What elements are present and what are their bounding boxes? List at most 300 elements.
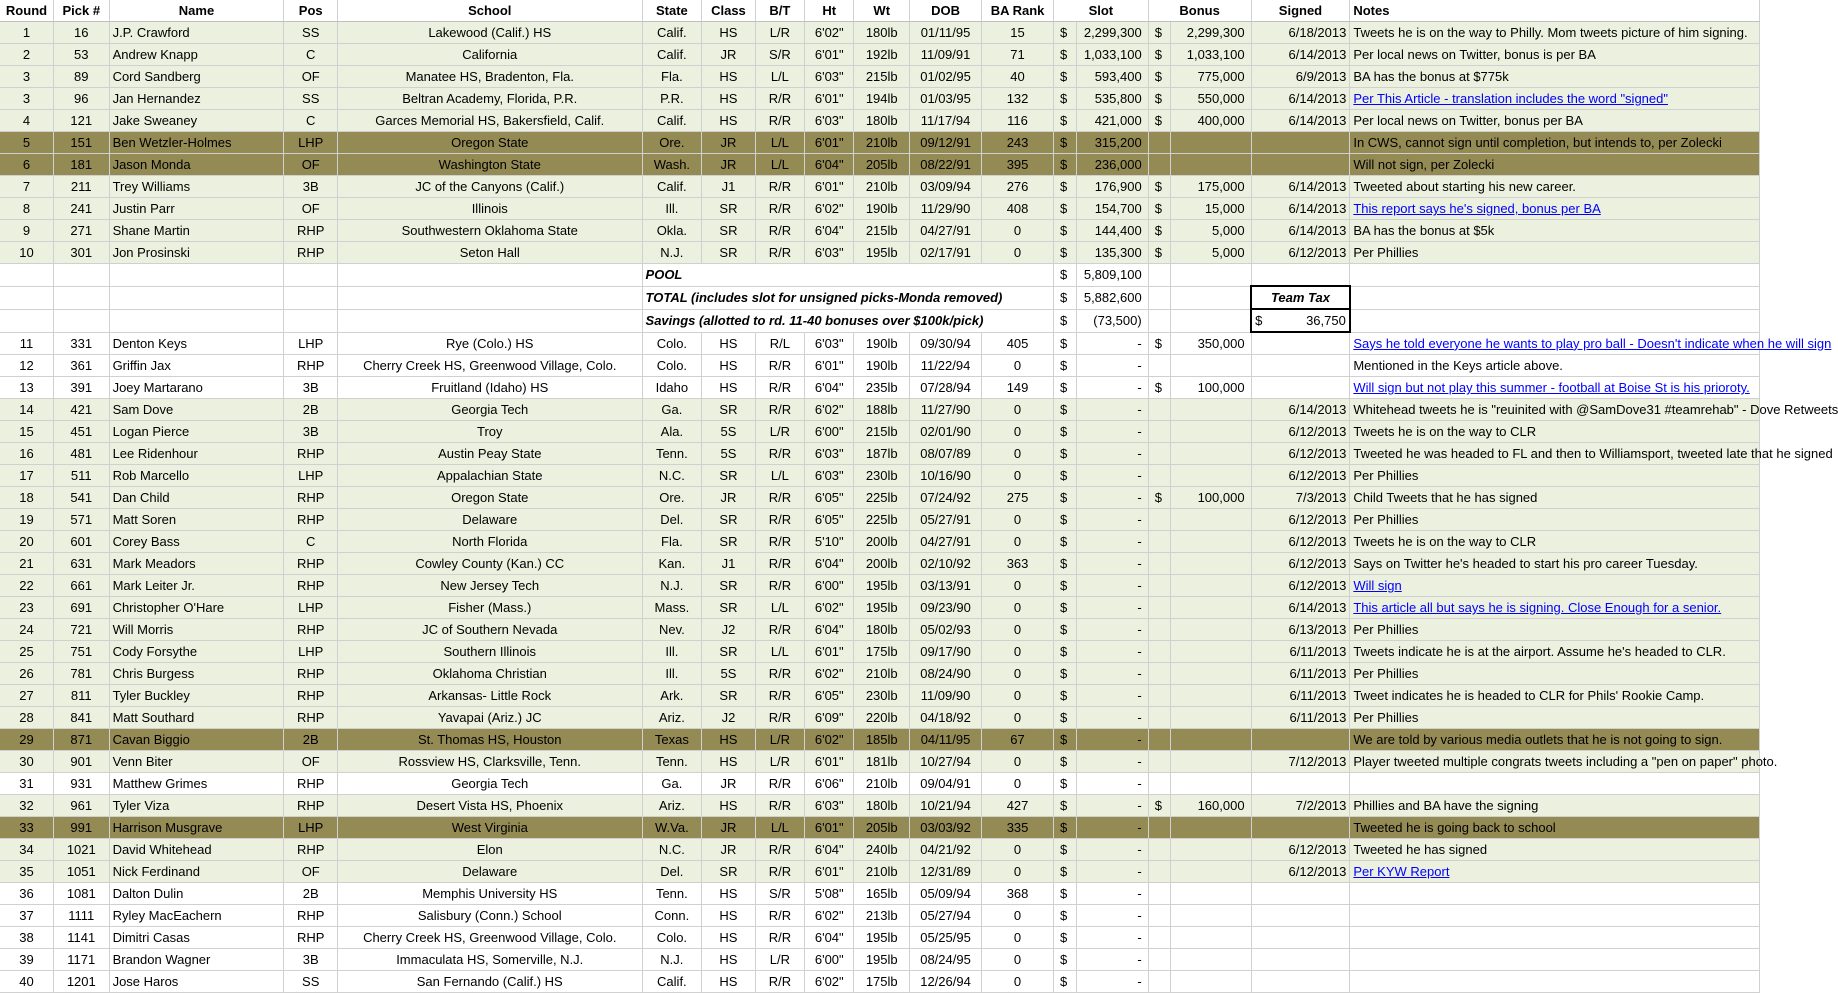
round-cell[interactable]: 34 <box>0 839 54 861</box>
bonus-cell[interactable] <box>1171 154 1251 176</box>
bt-cell[interactable]: L/R <box>755 729 804 751</box>
notes-cell[interactable]: Tweeted he has signed <box>1350 839 1760 861</box>
name-cell[interactable]: Ryley MacEachern <box>109 905 284 927</box>
weight-cell[interactable]: 180lb <box>854 110 910 132</box>
dob-cell[interactable]: 11/09/90 <box>910 685 982 707</box>
ba-rank-cell[interactable]: 0 <box>982 355 1054 377</box>
class-cell[interactable]: SR <box>702 509 756 531</box>
weight-cell[interactable]: 205lb <box>854 154 910 176</box>
height-cell[interactable]: 6'03" <box>805 465 854 487</box>
pos-cell[interactable]: LHP <box>284 332 338 355</box>
notes-cell[interactable] <box>1350 971 1760 993</box>
bt-cell[interactable]: R/R <box>755 377 804 399</box>
signed-cell[interactable] <box>1251 773 1350 795</box>
bonus-cell[interactable]: 175,000 <box>1171 176 1251 198</box>
notes-cell[interactable]: BA has the bonus at $775k <box>1350 66 1760 88</box>
slot-cell[interactable]: - <box>1076 575 1148 597</box>
signed-cell[interactable]: 6/11/2013 <box>1251 641 1350 663</box>
notes-cell[interactable]: Per Phillies <box>1350 707 1760 729</box>
ba-rank-cell[interactable]: 0 <box>982 443 1054 465</box>
bonus-cell[interactable] <box>1171 883 1251 905</box>
state-cell[interactable]: Ga. <box>642 399 702 421</box>
name-cell[interactable]: David Whitehead <box>109 839 284 861</box>
round-cell[interactable]: 6 <box>0 154 54 176</box>
signed-cell[interactable]: 6/14/2013 <box>1251 399 1350 421</box>
notes-link[interactable]: Will sign but not play this summer - football at Boise St is his prioroty. <box>1350 377 1760 399</box>
name-cell[interactable]: J.P. Crawford <box>109 22 284 44</box>
signed-cell[interactable]: 6/12/2013 <box>1251 531 1350 553</box>
name-cell[interactable]: Ben Wetzler-Holmes <box>109 132 284 154</box>
total-value[interactable]: 5,882,600 <box>1076 286 1148 309</box>
state-cell[interactable]: Mass. <box>642 597 702 619</box>
slot-cell[interactable]: - <box>1076 399 1148 421</box>
dob-cell[interactable]: 08/07/89 <box>910 443 982 465</box>
height-cell[interactable]: 6'03" <box>805 110 854 132</box>
notes-cell[interactable]: Tweets he is on the way to Philly. Mom tweets picture of him signing. <box>1350 22 1760 44</box>
pos-cell[interactable]: C <box>284 44 338 66</box>
school-cell[interactable]: West Virginia <box>337 817 642 839</box>
state-cell[interactable]: Tenn. <box>642 883 702 905</box>
bt-cell[interactable]: R/R <box>755 220 804 242</box>
notes-cell[interactable]: BA has the bonus at $5k <box>1350 220 1760 242</box>
height-cell[interactable]: 6'01" <box>805 132 854 154</box>
height-cell[interactable]: 6'04" <box>805 154 854 176</box>
slot-cell[interactable]: - <box>1076 971 1148 993</box>
weight-cell[interactable]: 195lb <box>854 597 910 619</box>
height-cell[interactable]: 6'05" <box>805 509 854 531</box>
round-cell[interactable]: 16 <box>0 443 54 465</box>
round-cell[interactable]: 10 <box>0 242 54 264</box>
slot-cell[interactable]: - <box>1076 619 1148 641</box>
pick-cell[interactable]: 961 <box>54 795 110 817</box>
height-cell[interactable]: 6'03" <box>805 332 854 355</box>
ba-rank-cell[interactable]: 0 <box>982 685 1054 707</box>
pos-cell[interactable]: C <box>284 531 338 553</box>
pos-cell[interactable]: 3B <box>284 421 338 443</box>
name-cell[interactable]: Logan Pierce <box>109 421 284 443</box>
pos-cell[interactable]: LHP <box>284 132 338 154</box>
school-cell[interactable]: North Florida <box>337 531 642 553</box>
signed-cell[interactable]: 6/12/2013 <box>1251 575 1350 597</box>
dob-cell[interactable]: 12/31/89 <box>910 861 982 883</box>
state-cell[interactable]: N.C. <box>642 839 702 861</box>
slot-cell[interactable]: - <box>1076 883 1148 905</box>
weight-cell[interactable]: 187lb <box>854 443 910 465</box>
bt-cell[interactable]: R/R <box>755 839 804 861</box>
round-cell[interactable]: 29 <box>0 729 54 751</box>
bt-cell[interactable]: L/L <box>755 465 804 487</box>
bt-cell[interactable]: R/R <box>755 242 804 264</box>
team-tax-value-cell[interactable] <box>1251 309 1350 332</box>
class-cell[interactable]: J1 <box>702 176 756 198</box>
pick-cell[interactable]: 571 <box>54 509 110 531</box>
pos-cell[interactable]: RHP <box>284 685 338 707</box>
state-cell[interactable]: Colo. <box>642 355 702 377</box>
col-header-notes[interactable]: Notes <box>1350 0 1760 22</box>
weight-cell[interactable]: 210lb <box>854 773 910 795</box>
signed-cell[interactable] <box>1251 132 1350 154</box>
slot-cell[interactable]: - <box>1076 377 1148 399</box>
weight-cell[interactable]: 195lb <box>854 949 910 971</box>
state-cell[interactable]: Calif. <box>642 44 702 66</box>
name-cell[interactable]: Justin Parr <box>109 198 284 220</box>
pick-cell[interactable]: 301 <box>54 242 110 264</box>
pick-cell[interactable]: 181 <box>54 154 110 176</box>
savings-value[interactable]: (73,500) <box>1076 309 1148 332</box>
dob-cell[interactable]: 12/26/94 <box>910 971 982 993</box>
signed-cell[interactable]: 6/11/2013 <box>1251 685 1350 707</box>
height-cell[interactable]: 6'04" <box>805 927 854 949</box>
bonus-cell[interactable] <box>1171 132 1251 154</box>
signed-cell[interactable]: 6/12/2013 <box>1251 443 1350 465</box>
bonus-cell[interactable]: 100,000 <box>1171 377 1251 399</box>
school-cell[interactable]: Georgia Tech <box>337 773 642 795</box>
bonus-cell[interactable] <box>1171 641 1251 663</box>
class-cell[interactable]: SR <box>702 861 756 883</box>
dob-cell[interactable]: 03/09/94 <box>910 176 982 198</box>
round-cell[interactable]: 14 <box>0 399 54 421</box>
pos-cell[interactable]: LHP <box>284 597 338 619</box>
pos-cell[interactable]: LHP <box>284 641 338 663</box>
pos-cell[interactable]: SS <box>284 971 338 993</box>
slot-cell[interactable]: - <box>1076 465 1148 487</box>
ba-rank-cell[interactable]: 0 <box>982 839 1054 861</box>
cell[interactable] <box>1350 286 1760 309</box>
school-cell[interactable]: Cowley County (Kan.) CC <box>337 553 642 575</box>
weight-cell[interactable]: 230lb <box>854 465 910 487</box>
round-cell[interactable]: 40 <box>0 971 54 993</box>
ba-rank-cell[interactable]: 276 <box>982 176 1054 198</box>
bt-cell[interactable]: S/R <box>755 44 804 66</box>
dob-cell[interactable]: 09/17/90 <box>910 641 982 663</box>
school-cell[interactable]: Manatee HS, Bradenton, Fla. <box>337 66 642 88</box>
slot-cell[interactable]: - <box>1076 553 1148 575</box>
slot-cell[interactable]: - <box>1076 773 1148 795</box>
signed-cell[interactable] <box>1251 154 1350 176</box>
dob-cell[interactable]: 01/02/95 <box>910 66 982 88</box>
name-cell[interactable]: Dalton Dulin <box>109 883 284 905</box>
bt-cell[interactable]: R/R <box>755 927 804 949</box>
school-cell[interactable]: Oregon State <box>337 132 642 154</box>
bonus-cell[interactable] <box>1171 597 1251 619</box>
name-cell[interactable]: Jose Haros <box>109 971 284 993</box>
cell[interactable] <box>1251 264 1350 287</box>
class-cell[interactable]: HS <box>702 905 756 927</box>
weight-cell[interactable]: 215lb <box>854 421 910 443</box>
weight-cell[interactable]: 215lb <box>854 220 910 242</box>
bt-cell[interactable]: R/R <box>755 663 804 685</box>
pos-cell[interactable]: SS <box>284 22 338 44</box>
pick-cell[interactable]: 511 <box>54 465 110 487</box>
bonus-cell[interactable] <box>1171 619 1251 641</box>
notes-cell[interactable]: Tweeted he is going back to school <box>1350 817 1760 839</box>
state-cell[interactable]: Fla. <box>642 66 702 88</box>
pick-cell[interactable]: 1021 <box>54 839 110 861</box>
weight-cell[interactable]: 200lb <box>854 531 910 553</box>
school-cell[interactable]: Beltran Academy, Florida, P.R. <box>337 88 642 110</box>
round-cell[interactable]: 30 <box>0 751 54 773</box>
height-cell[interactable]: 6'00" <box>805 421 854 443</box>
col-header-bonus[interactable]: Bonus <box>1148 0 1251 22</box>
pos-cell[interactable]: RHP <box>284 773 338 795</box>
school-cell[interactable]: Fruitland (Idaho) HS <box>337 377 642 399</box>
col-header-slot[interactable]: Slot <box>1054 0 1149 22</box>
bt-cell[interactable]: R/R <box>755 355 804 377</box>
signed-cell[interactable]: 6/12/2013 <box>1251 553 1350 575</box>
weight-cell[interactable]: 180lb <box>854 619 910 641</box>
signed-cell[interactable] <box>1251 817 1350 839</box>
slot-cell[interactable]: 535,800 <box>1076 88 1148 110</box>
class-cell[interactable]: JR <box>702 817 756 839</box>
cell[interactable] <box>1350 309 1760 332</box>
ba-rank-cell[interactable]: 243 <box>982 132 1054 154</box>
pos-cell[interactable]: 3B <box>284 176 338 198</box>
weight-cell[interactable]: 180lb <box>854 795 910 817</box>
height-cell[interactable]: 6'03" <box>805 66 854 88</box>
weight-cell[interactable]: 175lb <box>854 641 910 663</box>
height-cell[interactable]: 6'01" <box>805 355 854 377</box>
slot-cell[interactable]: 1,033,100 <box>1076 44 1148 66</box>
round-cell[interactable]: 4 <box>0 110 54 132</box>
weight-cell[interactable]: 181lb <box>854 751 910 773</box>
signed-cell[interactable]: 6/12/2013 <box>1251 421 1350 443</box>
height-cell[interactable]: 6'01" <box>805 751 854 773</box>
bt-cell[interactable]: R/R <box>755 795 804 817</box>
state-cell[interactable]: Calif. <box>642 22 702 44</box>
notes-cell[interactable]: Per Phillies <box>1350 663 1760 685</box>
dob-cell[interactable]: 09/23/90 <box>910 597 982 619</box>
slot-cell[interactable]: - <box>1076 443 1148 465</box>
weight-cell[interactable]: 210lb <box>854 132 910 154</box>
weight-cell[interactable]: 210lb <box>854 861 910 883</box>
round-cell[interactable]: 9 <box>0 220 54 242</box>
school-cell[interactable]: Delaware <box>337 509 642 531</box>
class-cell[interactable]: J1 <box>702 553 756 575</box>
bonus-cell[interactable] <box>1171 421 1251 443</box>
bt-cell[interactable]: R/R <box>755 88 804 110</box>
name-cell[interactable]: Matthew Grimes <box>109 773 284 795</box>
weight-cell[interactable]: 195lb <box>854 242 910 264</box>
state-cell[interactable]: Colo. <box>642 332 702 355</box>
name-cell[interactable]: Trey Williams <box>109 176 284 198</box>
slot-cell[interactable]: - <box>1076 597 1148 619</box>
height-cell[interactable]: 6'02" <box>805 905 854 927</box>
col-header-ba-rank[interactable]: BA Rank <box>982 0 1054 22</box>
savings-label[interactable]: Savings (allotted to rd. 11-40 bonuses over $100k/pick) <box>642 309 1054 332</box>
ba-rank-cell[interactable]: 0 <box>982 641 1054 663</box>
dob-cell[interactable]: 11/09/91 <box>910 44 982 66</box>
pos-cell[interactable]: RHP <box>284 905 338 927</box>
slot-cell[interactable]: 154,700 <box>1076 198 1148 220</box>
bt-cell[interactable]: S/R <box>755 883 804 905</box>
pos-cell[interactable]: C <box>284 110 338 132</box>
dob-cell[interactable]: 11/22/94 <box>910 355 982 377</box>
round-cell[interactable]: 21 <box>0 553 54 575</box>
class-cell[interactable]: HS <box>702 332 756 355</box>
slot-cell[interactable]: 421,000 <box>1076 110 1148 132</box>
dob-cell[interactable]: 08/22/91 <box>910 154 982 176</box>
round-cell[interactable]: 3 <box>0 66 54 88</box>
school-cell[interactable]: Appalachian State <box>337 465 642 487</box>
round-cell[interactable]: 27 <box>0 685 54 707</box>
state-cell[interactable]: Idaho <box>642 377 702 399</box>
pos-cell[interactable]: RHP <box>284 443 338 465</box>
dob-cell[interactable]: 05/09/94 <box>910 883 982 905</box>
dob-cell[interactable]: 02/17/91 <box>910 242 982 264</box>
slot-cell[interactable]: - <box>1076 663 1148 685</box>
notes-cell[interactable]: Per local news on Twitter, bonus is per BA <box>1350 44 1760 66</box>
height-cell[interactable]: 6'02" <box>805 971 854 993</box>
class-cell[interactable]: SR <box>702 531 756 553</box>
class-cell[interactable]: JR <box>702 839 756 861</box>
pos-cell[interactable]: LHP <box>284 817 338 839</box>
weight-cell[interactable]: 205lb <box>854 817 910 839</box>
pick-cell[interactable]: 151 <box>54 132 110 154</box>
bonus-cell[interactable]: 1,033,100 <box>1171 44 1251 66</box>
name-cell[interactable]: Cody Forsythe <box>109 641 284 663</box>
class-cell[interactable]: SR <box>702 399 756 421</box>
class-cell[interactable]: HS <box>702 795 756 817</box>
height-cell[interactable]: 6'05" <box>805 487 854 509</box>
pick-cell[interactable]: 121 <box>54 110 110 132</box>
notes-cell[interactable]: Tweets he is on the way to CLR <box>1350 531 1760 553</box>
name-cell[interactable]: Harrison Musgrave <box>109 817 284 839</box>
school-cell[interactable]: Immaculata HS, Somerville, N.J. <box>337 949 642 971</box>
notes-link[interactable]: Per This Article - translation includes the word "signed" <box>1350 88 1760 110</box>
school-cell[interactable]: Salisbury (Conn.) School <box>337 905 642 927</box>
dob-cell[interactable]: 10/27/94 <box>910 751 982 773</box>
cell[interactable] <box>284 264 338 287</box>
round-cell[interactable]: 35 <box>0 861 54 883</box>
state-cell[interactable]: Del. <box>642 509 702 531</box>
dob-cell[interactable]: 07/28/94 <box>910 377 982 399</box>
name-cell[interactable]: Jan Hernandez <box>109 88 284 110</box>
state-cell[interactable]: Calif. <box>642 176 702 198</box>
name-cell[interactable]: Dimitri Casas <box>109 927 284 949</box>
notes-cell[interactable]: Says on Twitter he's headed to start his pro career Tuesday. <box>1350 553 1760 575</box>
dob-cell[interactable]: 05/27/94 <box>910 905 982 927</box>
bonus-cell[interactable]: 775,000 <box>1171 66 1251 88</box>
notes-cell[interactable]: Per local news on Twitter, bonus per BA <box>1350 110 1760 132</box>
notes-link[interactable]: Will sign <box>1350 575 1760 597</box>
height-cell[interactable]: 6'00" <box>805 949 854 971</box>
state-cell[interactable]: Ore. <box>642 132 702 154</box>
bt-cell[interactable]: R/R <box>755 443 804 465</box>
name-cell[interactable]: Dan Child <box>109 487 284 509</box>
cell[interactable] <box>337 286 642 309</box>
bt-cell[interactable]: R/R <box>755 553 804 575</box>
height-cell[interactable]: 5'10" <box>805 531 854 553</box>
pos-cell[interactable]: 2B <box>284 729 338 751</box>
cell[interactable] <box>1171 286 1251 309</box>
state-cell[interactable]: N.C. <box>642 465 702 487</box>
bt-cell[interactable]: L/R <box>755 949 804 971</box>
ba-rank-cell[interactable]: 15 <box>982 22 1054 44</box>
state-cell[interactable]: Ill. <box>642 198 702 220</box>
signed-cell[interactable]: 6/14/2013 <box>1251 220 1350 242</box>
bonus-cell[interactable] <box>1171 971 1251 993</box>
signed-cell[interactable]: 7/3/2013 <box>1251 487 1350 509</box>
height-cell[interactable]: 6'02" <box>805 399 854 421</box>
weight-cell[interactable]: 180lb <box>854 22 910 44</box>
state-cell[interactable]: Ariz. <box>642 707 702 729</box>
col-header-name[interactable]: Name <box>109 0 284 22</box>
weight-cell[interactable]: 225lb <box>854 487 910 509</box>
round-cell[interactable]: 37 <box>0 905 54 927</box>
col-header-round[interactable]: Round <box>0 0 54 22</box>
weight-cell[interactable]: 192lb <box>854 44 910 66</box>
ba-rank-cell[interactable]: 0 <box>982 861 1054 883</box>
name-cell[interactable]: Brandon Wagner <box>109 949 284 971</box>
school-cell[interactable]: California <box>337 44 642 66</box>
height-cell[interactable]: 6'01" <box>805 817 854 839</box>
class-cell[interactable]: SR <box>702 220 756 242</box>
height-cell[interactable]: 6'02" <box>805 597 854 619</box>
signed-cell[interactable]: 6/14/2013 <box>1251 597 1350 619</box>
pick-cell[interactable]: 1201 <box>54 971 110 993</box>
bonus-cell[interactable]: 400,000 <box>1171 110 1251 132</box>
slot-cell[interactable]: - <box>1076 949 1148 971</box>
pos-cell[interactable]: OF <box>284 154 338 176</box>
weight-cell[interactable]: 188lb <box>854 399 910 421</box>
ba-rank-cell[interactable]: 0 <box>982 707 1054 729</box>
height-cell[interactable]: 6'03" <box>805 443 854 465</box>
pos-cell[interactable]: RHP <box>284 927 338 949</box>
slot-cell[interactable]: - <box>1076 355 1148 377</box>
class-cell[interactable]: SR <box>702 641 756 663</box>
dob-cell[interactable]: 01/03/95 <box>910 88 982 110</box>
dob-cell[interactable]: 04/18/92 <box>910 707 982 729</box>
height-cell[interactable]: 6'01" <box>805 44 854 66</box>
round-cell[interactable]: 5 <box>0 132 54 154</box>
height-cell[interactable]: 6'04" <box>805 377 854 399</box>
height-cell[interactable]: 6'01" <box>805 641 854 663</box>
bonus-cell[interactable] <box>1171 861 1251 883</box>
state-cell[interactable]: W.Va. <box>642 817 702 839</box>
name-cell[interactable]: Nick Ferdinand <box>109 861 284 883</box>
signed-cell[interactable] <box>1251 949 1350 971</box>
pos-cell[interactable]: RHP <box>284 242 338 264</box>
name-cell[interactable]: Denton Keys <box>109 332 284 355</box>
signed-cell[interactable]: 6/12/2013 <box>1251 242 1350 264</box>
dob-cell[interactable]: 10/21/94 <box>910 795 982 817</box>
pick-cell[interactable]: 1111 <box>54 905 110 927</box>
class-cell[interactable]: 5S <box>702 663 756 685</box>
cell[interactable] <box>1148 286 1171 309</box>
pick-cell[interactable]: 421 <box>54 399 110 421</box>
dob-cell[interactable]: 04/27/91 <box>910 531 982 553</box>
dob-cell[interactable]: 05/25/95 <box>910 927 982 949</box>
cell[interactable] <box>1148 309 1171 332</box>
school-cell[interactable]: St. Thomas HS, Houston <box>337 729 642 751</box>
pos-cell[interactable]: RHP <box>284 509 338 531</box>
state-cell[interactable]: Colo. <box>642 927 702 949</box>
school-cell[interactable]: Fisher (Mass.) <box>337 597 642 619</box>
round-cell[interactable]: 18 <box>0 487 54 509</box>
weight-cell[interactable]: 190lb <box>854 198 910 220</box>
school-cell[interactable]: Troy <box>337 421 642 443</box>
weight-cell[interactable]: 190lb <box>854 355 910 377</box>
dob-cell[interactable]: 03/13/91 <box>910 575 982 597</box>
notes-link[interactable]: This article all but says he is signing. Close Enough for a senior. <box>1350 597 1760 619</box>
slot-cell[interactable]: - <box>1076 487 1148 509</box>
weight-cell[interactable]: 215lb <box>854 66 910 88</box>
round-cell[interactable]: 17 <box>0 465 54 487</box>
bonus-cell[interactable] <box>1171 399 1251 421</box>
ba-rank-cell[interactable]: 67 <box>982 729 1054 751</box>
name-cell[interactable]: Tyler Viza <box>109 795 284 817</box>
dob-cell[interactable]: 09/12/91 <box>910 132 982 154</box>
